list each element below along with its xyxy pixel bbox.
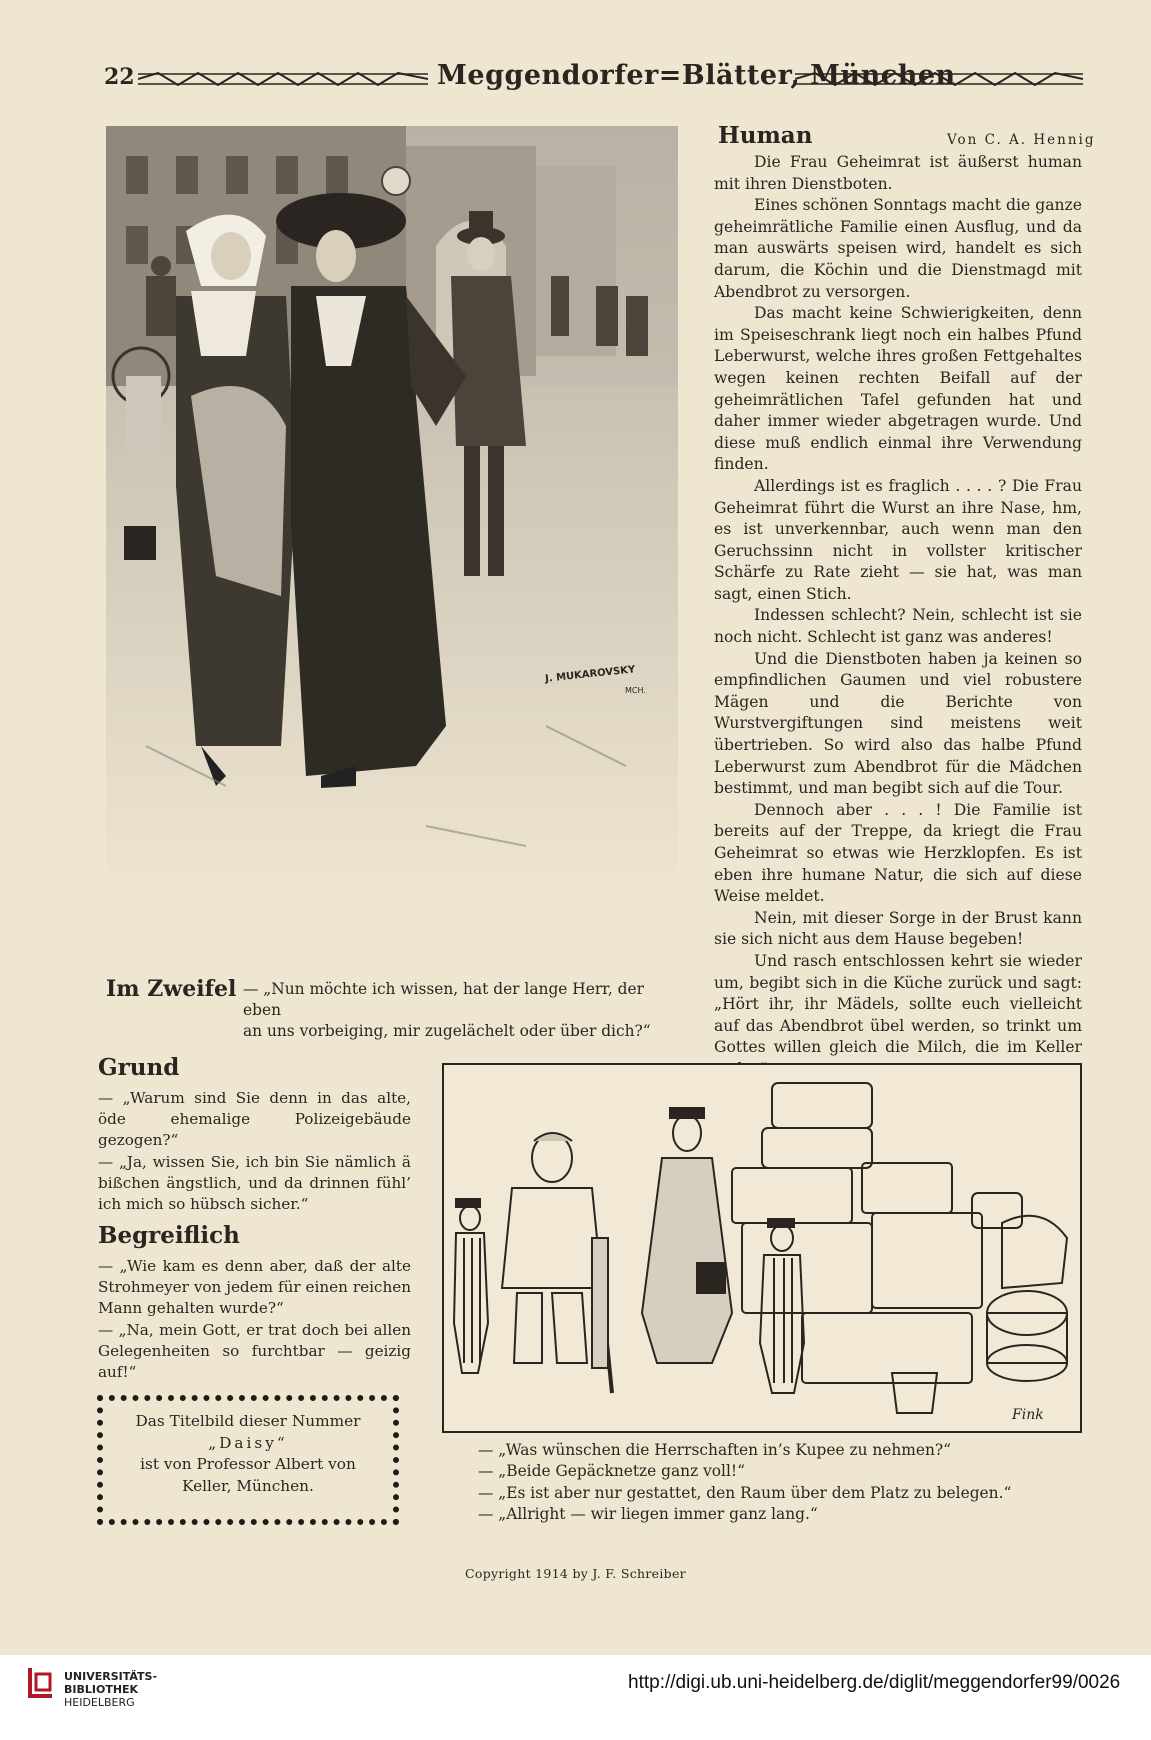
story-paragraph: Allerdings ist es fraglich . . . . ? Die Frau Geheimrat führt die Wurst an ihre Nase, hm, es ist unverkennbar, auch wenn man den Geruchssinn nicht in vollster kritischer Schärfe zu Rate zieht — sie hat, was man sagt, einen Stich. [714, 476, 1082, 603]
story-body [714, 152, 1082, 1081]
illustration-two-women [106, 126, 678, 906]
source-url[interactable]: http://digi.ub.uni-heidelberg.de/diglit/meggendorfer99/0026 [628, 1672, 1121, 1693]
story-paragraph: Eines schönen Sonntags macht die ganze geheimrätliche Familie einen Ausflug, und da man auswärts speisen wird, handelt es sich darum, die Köchin und die Dienstmagd mit Abendbrot zu versorgen. [714, 196, 1082, 301]
box-note-line-1: Das Titelbild dieser Nummer [135, 1412, 361, 1430]
story-byline: Von C. A. Hennig [947, 132, 1096, 148]
story-paragraph: Indessen schlecht? Nein, schlecht ist sie noch nicht. Schlecht ist ganz was anderes! [714, 606, 1082, 647]
begreiflich-title: Begreiflich [98, 1222, 240, 1249]
title-image-note-box [97, 1395, 399, 1525]
begreiflich-text [98, 1256, 411, 1383]
caption-line-2: an uns vorbeiging, mir zugelächelt oder über dich?“ [243, 1022, 651, 1040]
cartoon-luggage-porters [442, 1063, 1082, 1433]
caption-line-1: — „Nun möchte ich wissen, hat der lange Herr, der eben [243, 980, 644, 1019]
grund-text [98, 1088, 411, 1215]
begreiflich-line: — „Wie kam es denn aber, daß der alte Strohmeyer von jedem für einen reichen Mann gehalten wurde?“ [98, 1257, 411, 1318]
logo-line: BIBLIOTHEK [64, 1683, 139, 1696]
dialog-line: — „Beide Gepäcknetze ganz voll!“ [478, 1462, 745, 1481]
caption-title: Im Zweifel [106, 976, 237, 1002]
begreiflich-line: — „Na, mein Gott, er trat doch bei allen Gelegenheiten so furchtbar — geizig auf!“ [98, 1320, 411, 1382]
grund-line: — „Ja, wissen Sie, ich bin Sie nämlich ä bißchen ängstlich, und da drinnen fühl’ ich mich so hübsch sicher.“ [98, 1152, 411, 1214]
magazine-title: Meggendorfer=Blätter, München [437, 60, 956, 91]
header-ornament-left [138, 72, 428, 86]
story-paragraph: Nein, mit dieser Sorge in der Brust kann sie sich nicht aus dem Hause begeben! [714, 908, 1082, 949]
box-note-line-3: ist von Professor Albert von [140, 1455, 356, 1473]
logo-line: HEIDELBERG [64, 1696, 135, 1709]
story-paragraph: Und die Dienstboten haben ja keinen so empfindlichen Gaumen und viel robustere Mägen und die Berichte von Wurstvergiftungen sind meistens weit übertrieben. So wird also das halbe Pfund Leberwurst zum Abendbrot für die Mädchen bestimmt, und man begibt sich auf die Tour. [714, 649, 1082, 798]
artist-city: MCH. [625, 686, 646, 695]
story-paragraph: Die Frau Geheimrat ist äußerst human mit ihren Dienstboten. [714, 153, 1082, 193]
header-ornament-right [795, 72, 1083, 86]
grund-title: Grund [98, 1054, 180, 1081]
box-note-line-4: Keller, München. [182, 1476, 314, 1495]
cartoon-signature: Fink [1012, 1407, 1044, 1423]
story-paragraph: Dennoch aber . . . ! Die Familie ist bereits auf der Treppe, da kriegt die Frau Geheimrat so etwas wie Herzklopfen. Es ist eben ihre humane Natur, die sich auf diese Weise meldet. [714, 800, 1082, 906]
story-paragraph: Das macht keine Schwierigkeiten, denn im Speiseschrank liegt noch ein halbes Pfund Leberwurst, welche ihres großen Fettgehaltes wegen keinen rechten Beifall auf der geheimrätlichen Tafel gefunden hat und daher immer wieder abgetragen wurde. Und diese muß endlich einmal ihre Verwendung finden. [714, 304, 1082, 474]
grund-line: — „Warum sind Sie denn in das alte, öde ehemalige Polizeigebäude gezogen?“ [98, 1089, 411, 1150]
story-title: Human [718, 122, 813, 149]
box-note-line-2: „Daisy“ [208, 1433, 288, 1452]
dialog-line: — „Was wünschen die Herrschaften in’s Kupee zu nehmen?“ [478, 1441, 952, 1459]
copyright-line: Copyright 1914 by J. F. Schreiber [465, 1566, 686, 1581]
dialog-line: — „Es ist aber nur gestattet, den Raum über dem Platz zu belegen.“ [478, 1483, 1012, 1502]
footer-bar [0, 1655, 1151, 1740]
logo-line: UNIVERSITÄTS- [64, 1670, 158, 1683]
dialog-line: — „Allright — wir liegen immer ganz lang.“ [478, 1504, 818, 1523]
page-number: 22 [104, 64, 135, 90]
cartoon-dialog [478, 1440, 1078, 1525]
story-paragraph: Und rasch entschlossen kehrt sie wieder um, begibt sich in die Küche zurück und sagt: „Hört ihr, ihr Mädels, sollte euch vielleicht auf das Abendbrot übel werden, so trinkt um Gottes willen gleich die Milch, die im Keller [714, 951, 1082, 1057]
artist-signature: J. MUKAROVSKY [544, 664, 636, 685]
university-logo-icon [26, 1666, 56, 1700]
caption-text [243, 979, 683, 1042]
university-logo-text [64, 1670, 157, 1709]
